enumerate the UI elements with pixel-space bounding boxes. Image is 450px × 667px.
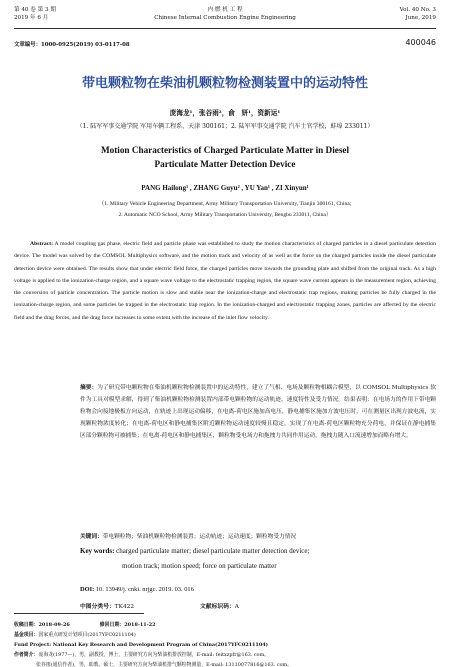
footnote-author2: 张谷雨(通信作者)，男，助教，硕士，主要研究方向为柴油机排气颗粒物测量，E-mail: 13110077816@163. com。 — [36, 662, 293, 667]
running-header — [14, 6, 436, 28]
keywords-english: Key words: charged particulate matter; diesel particulate matter detection device; motion track; motion speed; force on particulate matter — [80, 547, 310, 570]
header-right: Vol. 40 No. 3 June, 2019 — [399, 7, 436, 21]
footnote-rule — [14, 613, 144, 614]
affiliation-chinese: （1. 陆军军事交通学院 军用车辆工程系，天津 300161；2. 陆军军事交通学院 汽车士官学校，蚌埠 233011） — [76, 123, 374, 130]
doi: DOI: 10. 13949/j. cnki. nrjgc. 2019. 03. 016 — [80, 586, 194, 593]
title-english: Motion Characteristics of Charged Particulate Matter in Diesel Particulate Matter Detection Device — [100, 145, 350, 169]
article-number: 文章编号：1000-0925(2019) 03-0117-08 — [14, 42, 130, 48]
footnote-dates: 收稿日期：2018-09-26 修回日期：2018-11-22 — [14, 622, 156, 628]
page-code: 400046 — [405, 38, 436, 47]
header-left: 第 40 卷 第 3 期 2019 年 6 月 — [14, 7, 56, 21]
abstract-chinese: 摘要：为了研究带电颗粒物在柴油机颗粒物检测装置中的运动特性，建立了气相、电场及颗粒物相耦合模型，以 COMSOL Multiphysics 软件为工具对模型求解，得到了柴油机颗粒物检测装置内部带电颗粒物的运动轨迹、速度特性及受力情况。结果表明：在电场力的作用下带电颗粒物会向接地极板方向运动，在轨迹上出现运动偏移，在电离-荷电区施加高电压，静电捕集区施加方波电压时，可在测量区出现方波电流，实现颗粒物浓度转化；在电离-荷电区和静电捕集区附近颗粒物运动速度较慢且稳定，实现了在电离-荷电区颗粒物充分荷电，并保证在静电捕集区部分颗粒物可被捕集；在电离-荷电区和静电捕集区，颗粒物受电场力和拖拽力共同作用运动，拖拽力随入口流速增加而略有增大。 — [80, 385, 437, 440]
affiliation-english: （1. Military Vehicle Engineering Department, Army Military Transportation University, Tianjin 300161, China; 2. Automatic NCO School, Army Military Transportation University, Bengbu 233011, China） — [98, 201, 352, 218]
footnote — [14, 620, 436, 667]
abstract-english: Abstract: A model coupling gas phase, electric field and particle phase was established to study the motion characteristics of charged particles in a diesel particulate detection device. The model was solved by the COMSOL Multiphysics software, and the motion track and velocity of as well as the force on the charged particles inside the diesel particulate detection device were obtained. The results show that under electric field force, the charged particles move towards the grounding plate and shifted from the original track. As a high voltage is applied to the ionization-charge region, and a square wave voltage to the electrostatic trapping region, the square wave current appears in the measurement region, achieving the conversion of particle concentration. The particle motion is slow and stable near the ionization-charge and electrostatic trap regions, making particles be fully charged in the ionization-charge region, and some particles be trapped in the electrostatic trap region. In the ionization-charged and electrostatic trapping zones, particles are affected by the electric field and the drag forces, and the drag force increases to some extent with the increase of the inlet flow velocity. — [14, 241, 436, 321]
classification: 中图分类号：TK422 文献标识码：A — [80, 601, 436, 610]
authors-chinese: 庞海龙¹，张谷雨²，俞 妍¹，资新运¹ — [169, 109, 281, 117]
keywords-chinese: 关键词：带电颗粒物；柴油机颗粒物检测装置；运动轨迹；运动速度；颗粒物受力情况 — [80, 534, 297, 540]
header-center: 内 燃 机 工 程 Chinese Internal Combustion Engine Engineering — [154, 7, 296, 21]
document-code: 文献标识码：A — [200, 604, 239, 610]
authors-english: PANG Hailong¹ , ZHANG Guyu² , YU Yan¹ , ZI Xinyun¹ — [141, 184, 309, 192]
footnote-author1: 作者简介：庞海龙(1977—)，男，副教授，博士，主要研究方向为柴油机排放控制，E-mail: feitxzpfr@163. com。 — [14, 652, 270, 658]
header-rule — [14, 28, 436, 29]
footnote-fund-en: Fund Project: National Key Research and Development Program of China(2017YFC0211104) — [14, 642, 268, 648]
title-chinese: 带电颗粒物在柴油机颗粒物检测装置中的运动特性 — [81, 76, 368, 91]
footnote-fund-cn: 基金项目：国家重点研发计划项目(2017YFC0211104) — [14, 632, 136, 638]
